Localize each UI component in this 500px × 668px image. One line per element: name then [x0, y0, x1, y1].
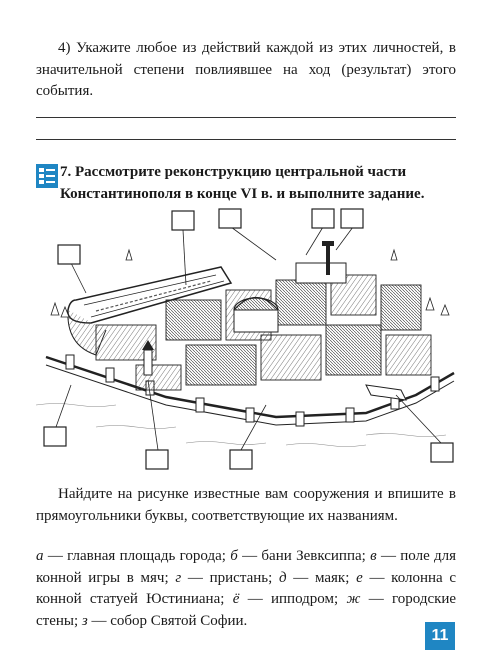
answer-box[interactable] [341, 209, 363, 228]
legend-item: д — маяк; [278, 569, 350, 586]
task-title-text: Рассмотрите реконструкцию центральной части Константинополя в конце VI в. и выполните задание. [60, 164, 425, 202]
legend-item: в — поле для конной игры в мяч; [36, 548, 457, 586]
answer-box[interactable] [219, 209, 241, 228]
legend-item: з — собор Святой Софии. [81, 612, 248, 629]
answer-line[interactable] [36, 139, 456, 140]
answer-line[interactable] [36, 117, 456, 118]
legend-item: а — главная площадь города; [36, 548, 226, 564]
instruction-text: Найдите на рисунке известные вам сооружения и впишите в прямоугольники буквы, соответствующие их названиям. [36, 486, 456, 524]
answer-box[interactable] [58, 245, 80, 264]
task-7-title [60, 162, 456, 205]
legend-item: ж — городские стены; [36, 591, 457, 629]
page-number: 11 [425, 622, 455, 650]
pier [366, 385, 406, 400]
legend [36, 546, 456, 632]
answer-box[interactable] [44, 427, 66, 446]
answer-box[interactable] [312, 209, 334, 228]
answer-box[interactable] [172, 211, 194, 230]
task-number: 7. [60, 164, 72, 180]
constantinople-illustration [36, 205, 466, 475]
legend-item: б — бани Зевксиппа; [230, 548, 366, 564]
legend-item: ё — ипподром; [232, 591, 339, 607]
legend-item: г — пристань; [175, 569, 273, 586]
answer-box[interactable] [431, 443, 453, 462]
question-4-text: 4) Укажите любое из действий каждой из этих личностей, в значительной степени повлиявшее на ход (результат) этого события. [36, 40, 456, 99]
legend-item: е — колонна с конной статуей Юстиниана; [36, 569, 457, 607]
answer-box[interactable] [230, 450, 252, 469]
forum [296, 263, 346, 283]
answer-box[interactable] [146, 450, 168, 469]
hagia-sophia [234, 298, 278, 333]
task-list-icon [36, 164, 58, 188]
